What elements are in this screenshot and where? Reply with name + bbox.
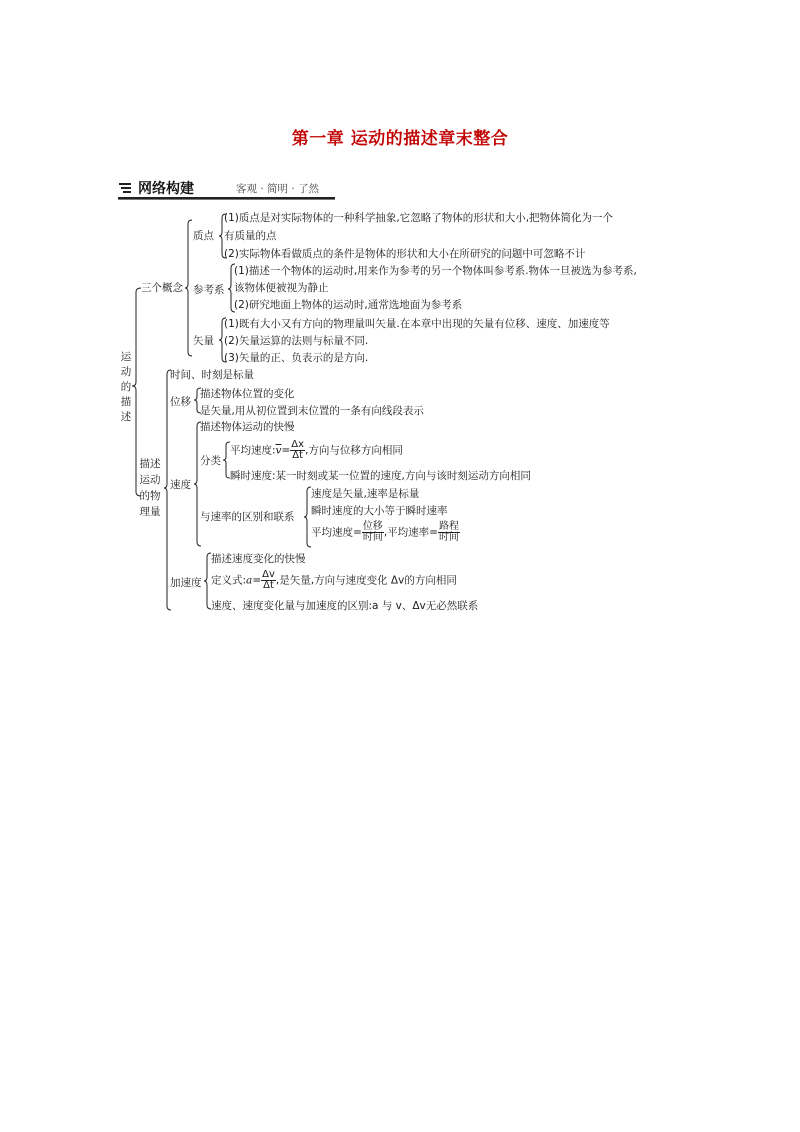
acceleration-label: 加速度: [170, 577, 202, 589]
root-label: 运动的描述: [120, 351, 132, 423]
particle-item: (1)质点是对实际物体的一种科学抽象,它忽略了物体的形状和大小,把物体简化为一个: [224, 212, 614, 224]
frame-item: 该物体便被视为静止: [234, 282, 329, 294]
acceleration-dv: Δv: [390, 574, 405, 587]
particle-item: 有质量的点: [224, 230, 277, 242]
diff-label: 与速率的区别和联系: [200, 511, 295, 523]
particle-item: (2)实际物体看做质点的条件是物体的形状和大小在所研究的问题中可忽略不计: [224, 248, 586, 260]
acceleration-fraction: [261, 570, 276, 591]
diff-formula-b: ,平均速率=: [383, 526, 438, 539]
avg-velocity-prefix: 平均速度:: [230, 444, 276, 457]
acceleration-def-prefix: 定义式:: [211, 574, 247, 587]
displacement-item: 描述物体位置的变化: [200, 388, 295, 400]
quantities-label: 描述运动的物理量: [139, 458, 161, 518]
fraction-numerator: Δx: [291, 439, 305, 450]
displacement-label: 位移: [170, 396, 191, 408]
acceleration-def-end: 的方向相同: [404, 574, 457, 587]
inst-velocity: 瞬时速度:某一时刻或某一位置的速度,方向与该时刻运动方向相同: [230, 470, 531, 482]
classify-label: 分类: [200, 455, 221, 467]
diff-line: 速度是矢量,速率是标量: [311, 488, 420, 500]
avg-velocity-var: $\overline{v}$: [275, 444, 282, 457]
section-subtitle: 客观 · 简明 · 了然: [236, 183, 320, 195]
vector-item: (3)矢量的正、负表示的是方向.: [224, 352, 369, 364]
diff-line: 瞬时速度的大小等于瞬时速率: [311, 505, 448, 517]
displacement-item: 是矢量,用从初位置到末位置的一条有向线段表示: [200, 405, 424, 417]
fraction-numerator: 路程: [438, 521, 459, 532]
vector-item: (1)既有大小又有方向的物理量叫矢量.在本章中出现的矢量有位移、速度、加速度等: [224, 318, 610, 330]
fraction-numerator: Δv: [262, 569, 275, 580]
acceleration-definition: 定义式:a= $\frac{\Delta v}{\Delta t}$ ,是矢量,方向与速度变化 Δv的方向相同: [211, 569, 457, 591]
avg-velocity-suffix: ,方向与位移方向相同: [305, 444, 403, 457]
diff-formula-a: 平均速度=: [311, 526, 362, 539]
concepts-label: 三个概念: [141, 282, 183, 294]
velocity-label: 速度: [170, 479, 191, 491]
acceleration-def-suffix: ,是矢量,方向与速度变化: [275, 574, 388, 587]
frame-item: (2)研究地面上物体的运动时,通常选地面为参考系: [234, 299, 463, 311]
frame-label: 参考系: [193, 284, 225, 296]
section-title: 网络构建: [138, 181, 194, 197]
fraction-denominator: 时间: [362, 532, 383, 543]
avg-velocity: 平均速度$:\overline{v}=$ $\frac{\Delta x}{\Delta t}$ ,方向与位移方向相同: [230, 439, 403, 461]
velocity-desc: 描述物体运动的快慢: [200, 421, 295, 433]
vector-item: (2)矢量运算的法则与标量不同.: [224, 335, 369, 347]
fraction-denominator: 时间: [438, 532, 459, 543]
fraction-denominator: Δt: [292, 450, 304, 461]
acceleration-line: 速度、速度变化量与加速度的区别:a 与 v、Δv无必然联系: [211, 600, 479, 612]
vector-label: 矢量: [193, 335, 214, 347]
fraction-denominator: Δt: [263, 580, 274, 591]
frame-item: (1)描述一个物体的运动时,用来作为参考的另一个物体叫参考系.物体一旦被选为参考系,: [234, 265, 637, 277]
acceleration-line: 描述速度变化的快慢: [211, 553, 306, 565]
page-title: 第一章 运动的描述章末整合: [291, 129, 509, 149]
fraction-numerator: 位移: [362, 521, 383, 532]
acceleration-var: a: [246, 574, 253, 587]
time-text: 时间、时刻是标量: [170, 369, 254, 381]
particle-label: 质点: [193, 230, 214, 242]
